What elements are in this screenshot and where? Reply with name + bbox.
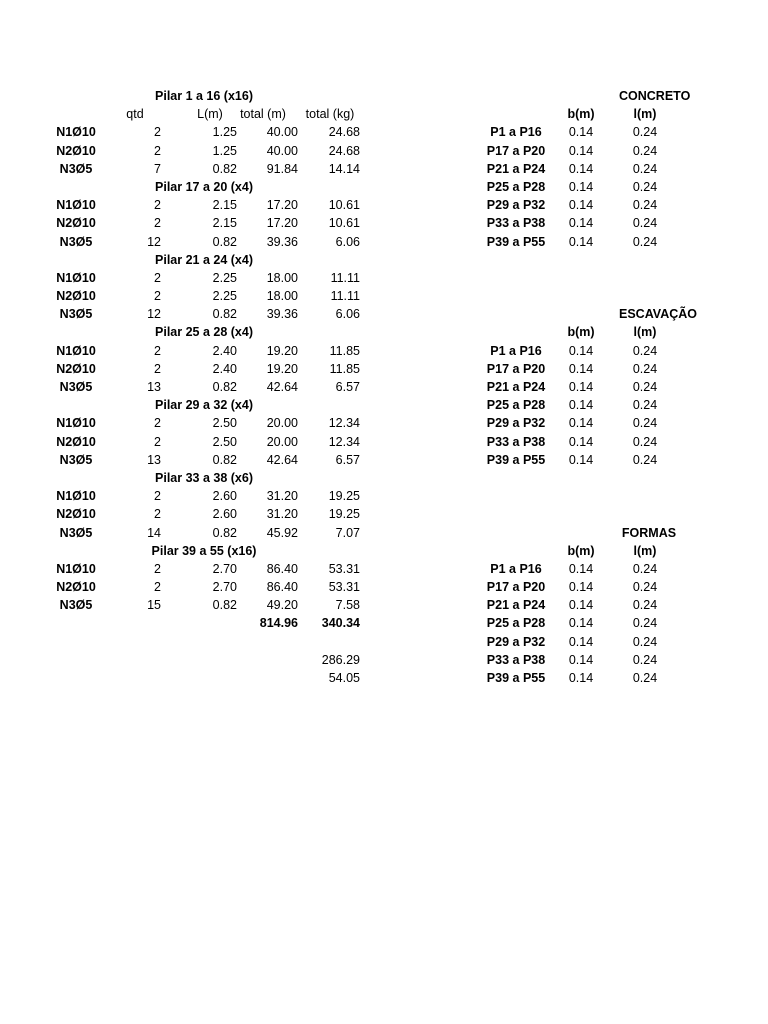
group-title: Pilar 39 a 55 (x16) [151, 543, 257, 558]
qty-cell: 2 [154, 361, 161, 376]
l-value: 0.24 [632, 398, 658, 413]
length-cell: 2.25 [212, 270, 237, 285]
total-m-cell: 31.20 [266, 489, 298, 504]
total-m-cell: 40.00 [266, 143, 298, 158]
section-title: CONCRETO [619, 89, 691, 103]
total-m-cell: 45.92 [266, 525, 298, 540]
pillar-range-label: P17 a P20 [486, 143, 546, 158]
header-total-m: total (m) [240, 107, 286, 122]
sheet-row [0, 87, 768, 105]
sheet-row [0, 542, 768, 560]
qty-cell: 2 [154, 561, 161, 576]
length-cell: 2.40 [212, 343, 237, 358]
total-m-cell: 86.40 [266, 561, 298, 576]
qty-cell: 7 [154, 161, 161, 176]
bar-label: N1Ø10 [56, 270, 96, 285]
total-m-cell: 39.36 [266, 307, 298, 322]
sheet-row [0, 524, 768, 542]
total-m-cell: 91.84 [266, 161, 298, 176]
bar-label: N1Ø10 [56, 343, 96, 358]
bar-label: N3Ø5 [59, 452, 93, 467]
sheet-row [0, 505, 768, 523]
sheet-row [0, 251, 768, 269]
column-l-label: l(m) [633, 325, 657, 340]
total-m-cell: 17.20 [266, 198, 298, 213]
total-kg-cell: 12.34 [328, 416, 360, 431]
l-value: 0.24 [632, 198, 658, 213]
bar-label: N3Ø5 [59, 234, 93, 249]
l-value: 0.24 [632, 634, 658, 649]
sheet-row [0, 342, 768, 360]
qty-cell: 2 [154, 434, 161, 449]
length-cell: 2.70 [212, 561, 237, 576]
pillar-range-label: P29 a P32 [486, 416, 546, 431]
qty-cell: 14 [147, 525, 161, 540]
bar-label: N3Ø5 [59, 598, 93, 613]
sheet-row [0, 414, 768, 432]
pillar-range-label: P33 a P38 [486, 652, 546, 667]
sheet-row [0, 196, 768, 214]
total-m-cell: 20.00 [266, 416, 298, 431]
bar-label: N2Ø10 [56, 580, 96, 595]
total-kg-cell: 7.07 [335, 525, 360, 540]
l-value: 0.24 [632, 380, 658, 394]
b-value: 0.14 [568, 234, 594, 249]
length-cell: 2.50 [212, 434, 237, 449]
pillar-range-label: P17 a P20 [486, 361, 546, 376]
b-value: 0.14 [568, 580, 594, 595]
total-kg-cell: 53.31 [328, 580, 360, 595]
b-value: 0.14 [568, 452, 594, 467]
sheet-row [0, 560, 768, 578]
length-cell: 2.70 [212, 580, 237, 595]
sheet-row [0, 178, 768, 196]
spreadsheet-grid [0, 87, 768, 705]
group-title: Pilar 29 a 32 (x4) [155, 398, 253, 413]
l-value: 0.24 [632, 161, 658, 176]
b-value: 0.14 [568, 143, 594, 158]
pillar-range-label: P33 a P38 [486, 434, 546, 449]
b-value: 0.14 [568, 598, 594, 613]
b-value: 0.14 [568, 179, 594, 194]
column-l-label: l(m) [633, 543, 657, 558]
qty-cell: 2 [154, 343, 161, 358]
length-cell: 2.15 [212, 198, 237, 213]
length-cell: 2.25 [212, 289, 237, 304]
sheet-row [0, 360, 768, 378]
bar-label: N1Ø10 [56, 416, 96, 431]
bar-label: N1Ø10 [56, 125, 96, 140]
header-length: L(m) [197, 107, 223, 122]
l-value: 0.24 [632, 452, 658, 467]
l-value: 0.24 [632, 143, 658, 158]
sheet-row [0, 378, 768, 396]
sheet-row [0, 469, 768, 487]
total-kg-cell: 11.11 [330, 289, 360, 304]
qty-cell: 2 [154, 270, 161, 285]
b-value: 0.14 [568, 125, 594, 140]
pillar-range-label: P21 a P24 [486, 380, 546, 394]
qty-cell: 12 [147, 307, 161, 322]
length-cell: 1.25 [212, 125, 237, 140]
qty-cell: 13 [147, 380, 161, 394]
l-value: 0.24 [632, 361, 658, 376]
pillar-range-label: P29 a P32 [486, 634, 546, 649]
l-value: 0.24 [632, 234, 658, 249]
pillar-range-label: P29 a P32 [486, 198, 546, 213]
total-m-cell: 17.20 [266, 216, 298, 231]
length-cell: 2.50 [212, 416, 237, 431]
total-kg-cell: 24.68 [328, 143, 360, 158]
total-kg-cell: 6.57 [335, 452, 360, 467]
qty-cell: 2 [154, 416, 161, 431]
group-title: Pilar 21 a 24 (x4) [155, 252, 253, 267]
header-qtd: qtd [126, 107, 144, 122]
length-cell: 0.82 [212, 234, 237, 249]
group-title: Pilar 17 a 20 (x4) [155, 179, 253, 194]
bar-label: N2Ø10 [56, 143, 96, 158]
bar-label: N2Ø10 [56, 216, 96, 231]
l-value: 0.24 [632, 434, 658, 449]
pillar-range-label: P21 a P24 [486, 598, 546, 613]
sheet-row [0, 323, 768, 341]
sheet-row [0, 487, 768, 505]
header-total-kg: total (kg) [305, 107, 355, 122]
qty-cell: 2 [154, 143, 161, 158]
total-m-cell: 18.00 [266, 289, 298, 304]
l-value: 0.24 [632, 671, 658, 685]
l-value: 0.24 [632, 561, 658, 576]
l-value: 0.24 [632, 652, 658, 667]
total-m-cell: 19.20 [266, 361, 298, 376]
extra-value: 54.05 [328, 671, 360, 685]
total-kg-cell: 14.14 [328, 161, 360, 176]
total-m-cell: 31.20 [266, 507, 298, 522]
b-value: 0.14 [568, 434, 594, 449]
total-kg-cell: 6.06 [335, 307, 360, 322]
b-value: 0.14 [568, 652, 594, 667]
total-m-cell: 40.00 [266, 125, 298, 140]
b-value: 0.14 [568, 671, 594, 685]
total-kg-cell: 7.58 [335, 598, 360, 613]
extra-value: 286.29 [321, 652, 360, 667]
bar-label: N1Ø10 [56, 561, 96, 576]
total-m-cell: 18.00 [266, 270, 298, 285]
sheet-row [0, 669, 768, 687]
pillar-range-label: P25 a P28 [486, 179, 546, 194]
b-value: 0.14 [568, 561, 594, 576]
l-value: 0.24 [632, 216, 658, 231]
sheet-row [0, 651, 768, 669]
total-m-cell: 86.40 [266, 580, 298, 595]
length-cell: 2.15 [212, 216, 237, 231]
qty-cell: 2 [154, 125, 161, 140]
sheet-row [0, 123, 768, 141]
length-cell: 2.60 [212, 507, 237, 522]
b-value: 0.14 [568, 216, 594, 231]
sheet-row [0, 233, 768, 251]
total-kg-cell: 10.61 [328, 198, 360, 213]
sheet-row [0, 287, 768, 305]
length-cell: 0.82 [212, 598, 237, 613]
group-title: Pilar 1 a 16 (x16) [155, 89, 253, 103]
bar-label: N3Ø5 [59, 161, 93, 176]
total-kg-cell: 19.25 [328, 489, 360, 504]
qty-cell: 2 [154, 507, 161, 522]
total-kg-cell: 11.11 [330, 270, 360, 285]
b-value: 0.14 [568, 616, 594, 631]
sheet-row [0, 687, 768, 705]
total-kg-cell: 24.68 [328, 125, 360, 140]
sheet-row [0, 160, 768, 178]
pillar-range-label: P25 a P28 [486, 398, 546, 413]
qty-cell: 2 [154, 289, 161, 304]
column-b-label: b(m) [567, 325, 595, 340]
length-cell: 2.60 [212, 489, 237, 504]
b-value: 0.14 [568, 380, 594, 394]
grand-total-m: 814.96 [259, 616, 298, 631]
pillar-range-label: P39 a P55 [486, 452, 546, 467]
l-value: 0.24 [632, 125, 658, 140]
qty-cell: 2 [154, 580, 161, 595]
b-value: 0.14 [568, 634, 594, 649]
qty-cell: 13 [147, 452, 161, 467]
pillar-range-label: P17 a P20 [486, 580, 546, 595]
l-value: 0.24 [632, 598, 658, 613]
length-cell: 0.82 [212, 452, 237, 467]
sheet-row [0, 596, 768, 614]
qty-cell: 2 [154, 489, 161, 504]
column-b-label: b(m) [567, 543, 595, 558]
bar-label: N2Ø10 [56, 434, 96, 449]
length-cell: 1.25 [212, 143, 237, 158]
pillar-range-label: P21 a P24 [486, 161, 546, 176]
total-m-cell: 19.20 [266, 343, 298, 358]
total-kg-cell: 53.31 [328, 561, 360, 576]
qty-cell: 2 [154, 198, 161, 213]
total-kg-cell: 19.25 [328, 507, 360, 522]
pillar-range-label: P33 a P38 [486, 216, 546, 231]
pillar-range-label: P39 a P55 [486, 671, 546, 685]
sheet-row [0, 214, 768, 232]
bar-label: N3Ø5 [59, 525, 93, 540]
b-value: 0.14 [568, 161, 594, 176]
sheet-row [0, 433, 768, 451]
sheet-row [0, 105, 768, 123]
total-m-cell: 39.36 [266, 234, 298, 249]
l-value: 0.24 [632, 580, 658, 595]
group-title: Pilar 33 a 38 (x6) [155, 470, 253, 485]
l-value: 0.24 [632, 616, 658, 631]
length-cell: 0.82 [212, 525, 237, 540]
total-kg-cell: 12.34 [328, 434, 360, 449]
sheet-row [0, 269, 768, 287]
l-value: 0.24 [632, 179, 658, 194]
column-l-label: l(m) [633, 107, 657, 122]
sheet-row [0, 305, 768, 323]
l-value: 0.24 [632, 416, 658, 431]
pillar-range-label: P25 a P28 [486, 616, 546, 631]
length-cell: 2.40 [212, 361, 237, 376]
section-title: FORMAS [621, 525, 677, 540]
sheet-row [0, 142, 768, 160]
b-value: 0.14 [568, 343, 594, 358]
l-value: 0.24 [632, 343, 658, 358]
length-cell: 0.82 [212, 380, 237, 394]
group-title: Pilar 25 a 28 (x4) [155, 325, 253, 340]
sheet-row [0, 578, 768, 596]
total-kg-cell: 11.85 [329, 343, 360, 358]
total-kg-cell: 10.61 [328, 216, 360, 231]
bar-label: N2Ø10 [56, 361, 96, 376]
pillar-range-label: P1 a P16 [490, 561, 542, 576]
bar-label: N2Ø10 [56, 289, 96, 304]
qty-cell: 15 [147, 598, 161, 613]
total-kg-cell: 11.85 [329, 361, 360, 376]
total-m-cell: 20.00 [266, 434, 298, 449]
column-b-label: b(m) [567, 107, 595, 122]
b-value: 0.14 [568, 361, 594, 376]
b-value: 0.14 [568, 416, 594, 431]
total-m-cell: 42.64 [266, 452, 298, 467]
sheet-row [0, 451, 768, 469]
total-kg-cell: 6.57 [335, 380, 360, 394]
section-title: ESCAVAÇÃO [619, 307, 698, 322]
grand-total-kg: 340.34 [321, 616, 360, 631]
sheet-row [0, 633, 768, 651]
length-cell: 0.82 [212, 307, 237, 322]
pillar-range-label: P39 a P55 [486, 234, 546, 249]
bar-label: N1Ø10 [56, 198, 96, 213]
sheet-row [0, 614, 768, 632]
bar-label: N2Ø10 [56, 507, 96, 522]
b-value: 0.14 [568, 398, 594, 413]
qty-cell: 2 [154, 216, 161, 231]
total-kg-cell: 6.06 [335, 234, 360, 249]
qty-cell: 12 [147, 234, 161, 249]
total-m-cell: 49.20 [266, 598, 298, 613]
bar-label: N1Ø10 [56, 489, 96, 504]
bar-label: N3Ø5 [59, 307, 93, 322]
pillar-range-label: P1 a P16 [490, 343, 542, 358]
b-value: 0.14 [568, 198, 594, 213]
length-cell: 0.82 [212, 161, 237, 176]
bar-label: N3Ø5 [59, 380, 93, 394]
sheet-row [0, 396, 768, 414]
pillar-range-label: P1 a P16 [490, 125, 542, 140]
total-m-cell: 42.64 [266, 380, 298, 394]
